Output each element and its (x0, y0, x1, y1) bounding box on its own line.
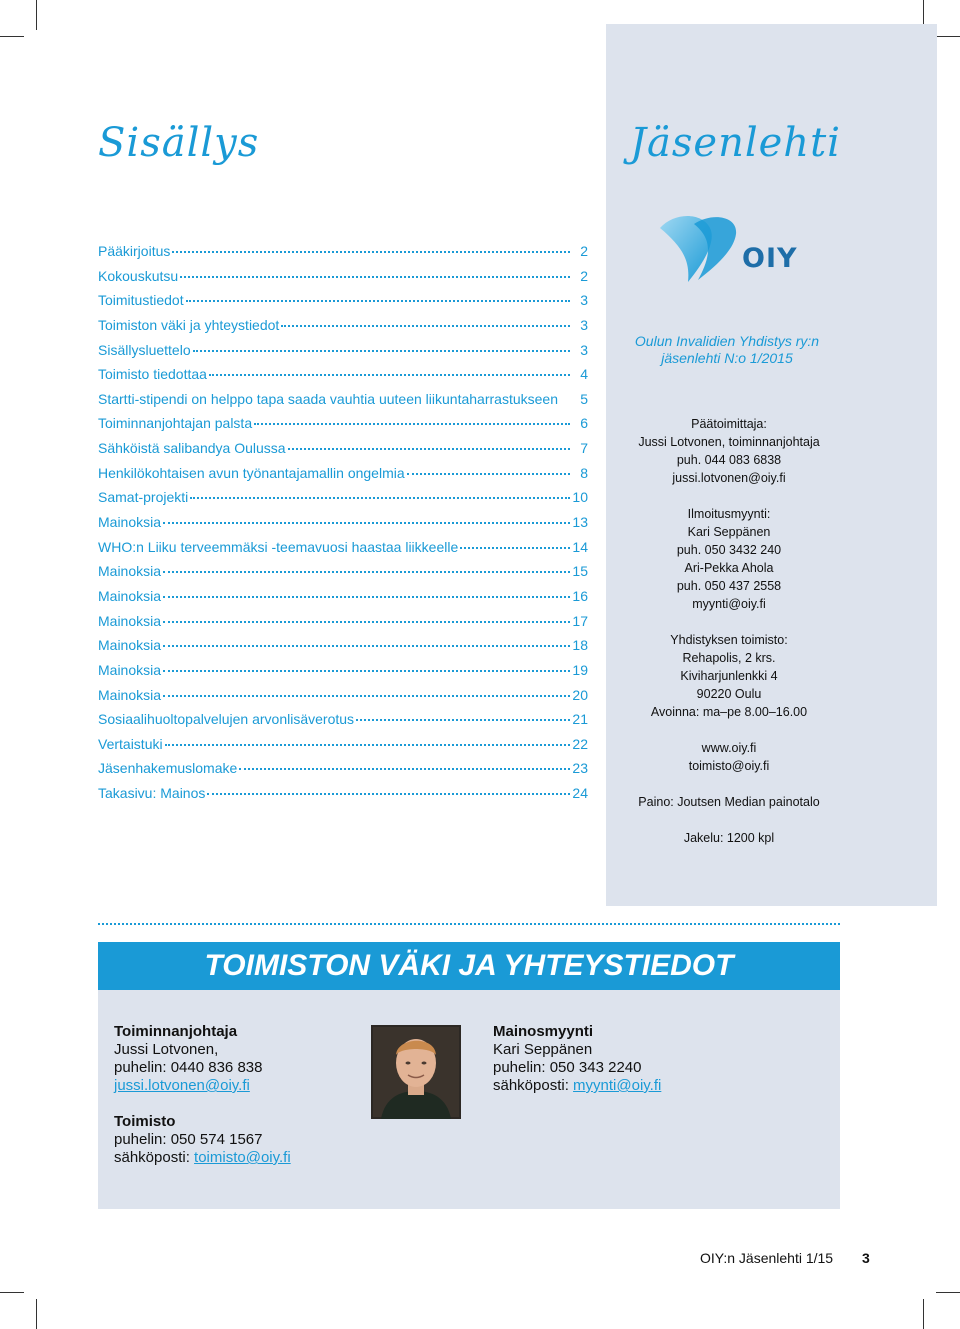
toc-entry[interactable] (98, 588, 588, 613)
toc-entry-title: Mainoksia (98, 514, 162, 531)
ads-name-2: Ari-Pekka Ahola (684, 561, 774, 575)
toc-entry-title: Sisällysluettelo (98, 341, 191, 358)
toc-entry-page: 2 (580, 267, 588, 284)
circulation-info: Jakelu: 1200 kpl (683, 831, 775, 845)
page-number: 3 (862, 1250, 870, 1266)
toc-entry-page: 15 (572, 563, 588, 580)
toc-entry-page: 7 (580, 440, 588, 457)
crop-mark (936, 1292, 960, 1293)
toc-entry-page: 4 (580, 366, 588, 383)
toc-entry[interactable] (98, 243, 588, 268)
toc-leader-dots (172, 251, 570, 253)
office-email-link[interactable]: toimisto@oiy.fi (194, 1149, 291, 1166)
footer-publication: OIY:n Jäsenlehti 1/15 (700, 1250, 834, 1266)
ads-phone-1: puh. 050 3432 240 (676, 543, 782, 557)
editor-email[interactable]: jussi.lotvonen@oiy.fi (672, 471, 786, 485)
logo-text: OIY (742, 243, 798, 274)
director-title: Toiminnanjohtaja (114, 1023, 238, 1040)
toc-leader-dots (163, 596, 570, 598)
sales-contact (493, 1023, 661, 1095)
table-of-contents (98, 243, 588, 810)
toc-entry[interactable] (98, 736, 588, 761)
toc-leader-dots (207, 793, 570, 795)
toc-title: Sisällys (98, 120, 260, 166)
toc-entry-page: 19 (572, 661, 588, 678)
ads-name-1: Kari Seppänen (687, 525, 771, 539)
toc-entry-page: 20 (572, 686, 588, 703)
toc-entry-page: 5 (580, 390, 588, 407)
toc-leader-dots (180, 276, 570, 278)
toc-entry-page: 16 (572, 587, 588, 604)
director-name: Jussi Lotvonen, (114, 1041, 219, 1058)
office-line-1: Rehapolis, 2 krs. (682, 651, 776, 665)
editor-phone: puh. 044 083 6838 (676, 453, 782, 467)
crop-mark (0, 36, 24, 37)
toc-entry[interactable] (98, 637, 588, 662)
toc-entry-title: Vertaistuki (98, 735, 163, 752)
toc-leader-dots (209, 374, 570, 376)
director-photo (371, 1025, 461, 1119)
toc-entry-title: WHO:n Liiku terveemmäksi -teemavuosi haastaa liikkeelle (98, 538, 459, 555)
toc-entry-page: 18 (572, 637, 588, 654)
sales-email-label: sähköposti: (493, 1077, 574, 1094)
toc-entry[interactable] (98, 489, 588, 514)
toc-entry-page: 14 (572, 538, 588, 555)
director-phone: puhelin: 0440 836 838 (114, 1059, 263, 1076)
toc-leader-dots (163, 645, 570, 647)
office-title: Toimisto (114, 1113, 176, 1130)
sales-phone: puhelin: 050 343 2240 (493, 1059, 642, 1076)
toc-entry-page: 13 (572, 514, 588, 531)
toc-entry[interactable] (98, 760, 588, 785)
toc-entry[interactable] (98, 292, 588, 317)
crop-mark (0, 1292, 24, 1293)
toc-leader-dots (190, 497, 570, 499)
printer-info: Paino: Joutsen Median painotalo (638, 795, 820, 809)
crop-mark (923, 1299, 924, 1329)
director-contact (114, 1023, 262, 1095)
office-email-label: sähköposti: (114, 1149, 195, 1166)
toc-entry[interactable] (98, 268, 588, 293)
magazine-title: Jäsenlehti (630, 120, 841, 166)
toc-entry-title: Toimitustiedot (98, 292, 184, 309)
toc-entry-title: Toimiston väki ja yhteystiedot (98, 316, 280, 333)
toc-entry-title: Henkilökohtaisen avun työnantajamallin ongelmia (98, 464, 405, 481)
toc-entry-title: Mainoksia (98, 563, 162, 580)
toc-entry[interactable] (98, 539, 588, 564)
toc-leader-dots (163, 695, 570, 697)
ads-phone-2: puh. 050 437 2558 (676, 579, 782, 593)
toc-entry-page: 17 (572, 612, 588, 629)
crop-mark (936, 36, 960, 37)
publisher-line: Oulun Invalidien Yhdistys ry:n (634, 333, 820, 349)
toc-leader-dots (163, 522, 570, 524)
toc-entry[interactable] (98, 391, 588, 416)
office-email[interactable]: toimisto@oiy.fi (688, 759, 770, 773)
crop-mark (36, 0, 37, 30)
toc-entry-page: 3 (580, 341, 588, 358)
toc-entry-page: 10 (572, 489, 588, 506)
toc-entry[interactable] (98, 317, 588, 342)
toc-leader-dots (460, 547, 570, 549)
toc-entry-title: Sähköistä salibandya Oulussa (98, 440, 286, 457)
toc-leader-dots (163, 621, 570, 623)
toc-entry[interactable] (98, 711, 588, 736)
toc-entry-page: 3 (580, 292, 588, 309)
sales-title: Mainosmyynti (493, 1023, 594, 1040)
toc-entry[interactable] (98, 785, 588, 810)
toc-entry[interactable] (98, 613, 588, 638)
toc-entry-page: 3 (580, 316, 588, 333)
toc-entry-title: Toimisto tiedottaa (98, 366, 207, 383)
office-hours: Avoinna: ma–pe 8.00–16.00 (650, 705, 808, 719)
toc-entry[interactable] (98, 440, 588, 465)
toc-entry-page: 22 (572, 735, 588, 752)
toc-entry-page: 23 (572, 760, 588, 777)
toc-entry[interactable] (98, 465, 588, 490)
toc-leader-dots (193, 350, 570, 352)
toc-entry-title: Mainoksia (98, 637, 162, 654)
office-phone: puhelin: 050 574 1567 (114, 1131, 263, 1148)
office-line-2: Kiviharjunlenkki 4 (680, 669, 778, 683)
office-line-3: 90220 Oulu (696, 687, 762, 701)
toc-leader-dots (163, 670, 570, 672)
ads-email[interactable]: myynti@oiy.fi (692, 597, 766, 611)
toc-entry-title: Startti-stipendi on helppo tapa saada vauhtia uuteen liikuntaharrastukseen (98, 390, 558, 407)
sales-email-link[interactable]: myynti@oiy.fi (573, 1077, 662, 1094)
toc-leader-dots (239, 768, 570, 770)
toc-entry-page: 24 (572, 785, 588, 802)
page-footer (700, 1250, 870, 1266)
editor-heading: Päätoimittaja: (691, 417, 767, 431)
toc-entry[interactable] (98, 662, 588, 687)
staff-banner: TOIMISTON VÄKI JA YHTEYSTIEDOT (98, 942, 840, 990)
toc-entry-title: Jäsenhakemuslomake (98, 760, 238, 777)
director-email-link[interactable]: jussi.lotvonen@oiy.fi (114, 1077, 250, 1094)
toc-entry-page: 2 (580, 243, 588, 259)
office-contact (114, 1113, 291, 1167)
toc-entry-title: Pääkirjoitus (98, 243, 171, 259)
toc-entry-title: Toiminnanjohtajan palsta (98, 415, 253, 432)
toc-leader-dots (407, 473, 570, 475)
toc-entry[interactable] (98, 342, 588, 367)
toc-entry[interactable] (98, 415, 588, 440)
office-heading: Yhdistyksen toimisto: (670, 633, 788, 647)
toc-entry-title: Mainoksia (98, 587, 162, 604)
toc-leader-dots (356, 719, 570, 721)
toc-entry-page: 21 (572, 711, 588, 728)
toc-leader-dots (281, 325, 570, 327)
toc-entry[interactable] (98, 687, 588, 712)
toc-leader-dots (186, 300, 570, 302)
toc-leader-dots (288, 448, 570, 450)
toc-entry-page: 6 (580, 415, 588, 432)
toc-entry[interactable] (98, 514, 588, 539)
editor-name: Jussi Lotvonen, toiminnanjohtaja (638, 435, 820, 449)
toc-entry-title: Mainoksia (98, 661, 162, 678)
issue-line: jäsenlehti N:o 1/2015 (661, 350, 793, 366)
toc-entry-title: Kokouskutsu (98, 267, 179, 284)
toc-leader-dots (163, 571, 570, 573)
toc-entry-title: Sosiaalihuoltopalvelujen arvonlisäverotus (98, 711, 355, 728)
toc-entry-title: Samat-projekti (98, 489, 189, 506)
toc-leader-dots (165, 744, 570, 746)
toc-entry-title: Mainoksia (98, 686, 162, 703)
toc-entry[interactable] (98, 366, 588, 391)
toc-entry-page: 8 (580, 464, 588, 481)
toc-leader-dots (254, 423, 570, 425)
toc-entry-title: Mainoksia (98, 612, 162, 629)
crop-mark (36, 1299, 37, 1329)
toc-entry[interactable] (98, 563, 588, 588)
ads-heading: Ilmoitusmyynti: (687, 507, 771, 521)
toc-entry-title: Takasivu: Mainos (98, 785, 206, 802)
website-link[interactable]: www.oiy.fi (701, 741, 757, 755)
dotted-divider (98, 923, 840, 925)
sales-name: Kari Seppänen (493, 1041, 593, 1058)
